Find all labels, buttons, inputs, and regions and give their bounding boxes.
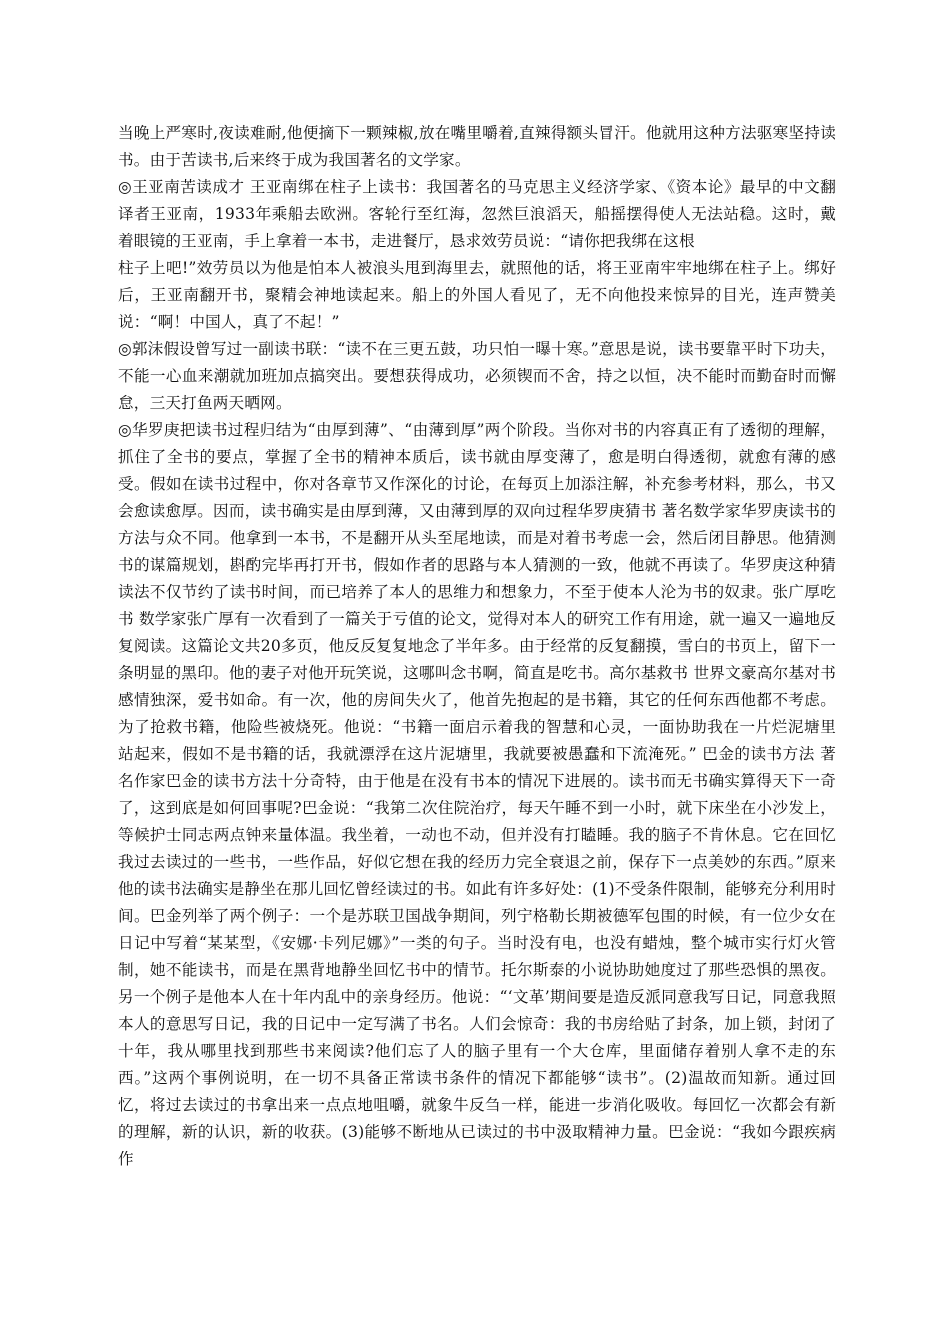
document-body [118, 120, 836, 1173]
paragraph-guo-moruo: ◎郭沫假设曾写过一副读书联：“读不在三更五鼓，功只怕一曝十寒。”意思是说，读书要靠平时下功夫，不能一心血来潮就加班加点搞突出。要想获得成功，必须锲而不舍，持之以恒，决不能时而勤奋时而懈怠，三天打鱼两天晒网。 [118, 340, 836, 412]
paragraph-wang-yanan: ◎王亚南苦读成才 王亚南绑在柱子上读书：我国著名的马克思主义经济学家、《资本论》最早的中文翻译者王亚南，1933年乘船去欧洲。客轮行至红海，忽然巨浪滔天，船摇摆得使人无法站稳。这时，戴着眼镜的王亚南，手上拿着一本书，走进餐厅，恳求效劳员说：“请你把我绑在这根 [118, 178, 836, 250]
paragraph-wang-yanan-continued: 柱子上吧!”效劳员以为他是怕本人被浪头甩到海里去，就照他的话，将王亚南牢牢地绑在柱子上。绑好后，王亚南翻开书，聚精会神地读起来。船上的外国人看见了，无不向他投来惊异的目光，连声赞美说：“啊！中国人，真了不起！” [118, 259, 836, 331]
paragraph-hua-luogeng-and-others: ◎华罗庚把读书过程归结为“由厚到薄”、“由薄到厚”两个阶段。当你对书的内容真正有了透彻的理解，抓住了全书的要点，掌握了全书的精神本质后，读书就由厚变薄了，愈是明白得透彻，就愈有薄的感受。假如在读书过程中，你对各章节又作深化的讨论，在每页上加添注解，补充参考材料，那么，书又会愈读愈厚。因而，读书确实是由厚到薄，又由薄到厚的双向过程华罗庚猜书 著名数学家华罗庚读书的方法与众不同。他拿到一本书，不是翻开从头至尾地读，而是对着书考虑一会，然后闭目静思。他猜测书的谋篇规划，斟酌完毕再打开书，假如作者的思路与本人猜测的一致，他就不再读了。华罗庚这种猜读法不仅节约了读书时间，而已培养了本人的思维力和想象力，不至于使本人沦为书的奴隶。张广厚吃书 数学家张广厚有一次看到了一篇关于亏值的论文，觉得对本人的研究工作有用途，就一遍又一遍地反复阅读。这篇论文共20多页，他反反复复地念了半年多。由于经常的反复翻摸，雪白的书页上，留下一条明显的黑印。他的妻子对他开玩笑说，这哪叫念书啊，简直是吃书。高尔基救书 世界文豪高尔基对书感情独深，爱书如命。有一次，他的房间失火了，他首先抱起的是书籍，其它的任何东西他都不考虑。为了抢救书籍，他险些被烧死。他说：“书籍一面启示着我的智慧和心灵，一面协助我在一片烂泥塘里站起来，假如不是书籍的话，我就漂浮在这片泥塘里，我就要被愚蠢和下流淹死。” 巴金的读书方法 著名作家巴金的读书方法十分奇特，由于他是在没有书本的情况下进展的。读书而无书确实算得天下一奇了，这到底是如何回事呢?巴金说：“我第二次住院治疗，每天午睡不到一小时，就下床坐在小沙发上，等候护士同志两点钟来量体温。我坐着，一动也不动，但并没有打瞌睡。我的脑子不肯休息。它在回忆我过去读过的一些书，一些作品，好似它想在我的经历力完全衰退之前，保存下一点美妙的东西。”原来他的读书法确实是静坐在那儿回忆曾经读过的书。如此有许多好处：(1)不受条件限制，能够充分利用时间。巴金列举了两个例子：一个是苏联卫国战争期间，列宁格勒长期被德军包围的时候，有一位少女在日记中写着“某某型，《安娜·卡列尼娜》”一类的句子。当时没有电，也没有蜡烛，整个城市实行灯火管制，她不能读书，而是在黑背地静坐回忆书中的情节。托尔斯泰的小说协助她度过了那些恐惧的黑夜。另一个例子是他本人在十年内乱中的亲身经历。他说：“‘文革’期间要是造反派同意我写日记，同意我照本人的意思写日记，我的日记中一定写满了书名。人们会惊奇：我的书房给贴了封条，加上锁，封闭了十年，我从哪里找到那些书来阅读?他们忘了人的脑子里有一个大仓库，里面储存着别人拿不走的东西。”这两个事例说明，在一切不具备正常读书条件的情况下都能够“读书”。(2)温故而知新。通过回忆，将过去读过的书拿出来一点点地咀嚼，就象牛反刍一样，能进一步消化吸收。每回忆一次都会有新的理解，新的认识，新的收获。(3)能够不断地从已读过的书中汲取精神力量。巴金说：“我如今跟疾病作 [118, 421, 836, 1168]
paragraph-chili-reading: 当晚上严寒时,夜读难耐,他便摘下一颗辣椒,放在嘴里嚼着,直辣得额头冒汗。他就用这种方法驱寒坚持读书。由于苦读书,后来终于成为我国著名的文学家。 [118, 124, 836, 169]
